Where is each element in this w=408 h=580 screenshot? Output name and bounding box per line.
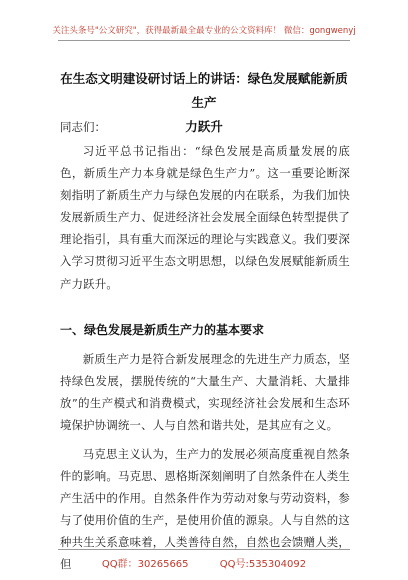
footer-qq-group: QQ群：30265665	[101, 559, 189, 570]
paragraph-2: 新质生产力是符合新发展理念的先进生产力质态，坚持绿色发展，摆脱传统的“大量生产、大量消耗、大量排放”的生产模式和消费模式，实现经济社会发展和生态环境保护协调统一、人与自然和谐共处，是其应有之义。	[60, 352, 350, 433]
footer-contacts	[0, 555, 408, 570]
title-line-1: 在生态文明建设研讨话上的讲话：绿色发展赋能新质生产	[60, 71, 348, 110]
footer-divider	[58, 549, 350, 550]
salutation: 同志们：	[60, 120, 106, 134]
title-line-2: 力跃升	[185, 119, 223, 134]
paragraph-3: 马克思主义认为，生产力的发展必须高度重视自然条件的影响。马克思、恩格斯深刻阐明了自然条件在人类生产生活中的作用。自然条件作为劳动对象与劳动资料，参与了使用价值的生产，是使用价值的源泉。人与自然的这种共生关系意味着，人类善待自然，自然也会馈赠人类，但	[60, 447, 350, 572]
footer-qq-number: QQ号:535304092	[219, 559, 307, 570]
header-notice: 关注头条号"公文研究"，获得最新最全最专业的公文资料库！ 微信：gongwenyj	[52, 26, 356, 36]
paragraph-1: 习近平总书记指出：“绿色发展是高质量发展的底色，新质生产力本身就是绿色生产力”。这一重要论断深刻指明了新质生产力与绿色发展的内在联系，为我们加快发展新质生产力、促进经济社会发展全面绿色转型提供了理论指引，具有重大而深远的理论与实践意义。我们要深入学习贯彻习近平生态文明思想，以绿色发展赋能新质生产力跃升。	[60, 144, 350, 291]
section-heading-1: 一、绿色发展是新质生产力的基本要求	[60, 323, 265, 337]
header-divider	[58, 40, 350, 41]
